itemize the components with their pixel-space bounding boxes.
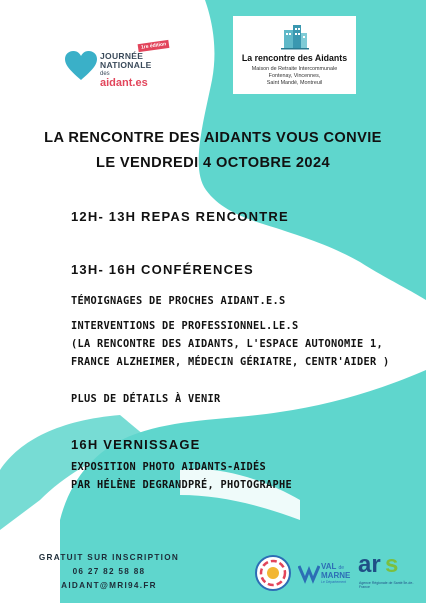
program-details: PLUS DE DÉTAILS À VENIR [71,393,221,405]
program-conferences: 13H- 16H CONFÉRENCES [71,262,254,277]
val-de-marne-icon [298,562,320,584]
ars-s: s [385,551,399,578]
marne-text: MARNE [321,571,351,580]
de-text: de [338,565,345,571]
val-text: VAL [321,562,337,571]
rencontre-logo-line1: Maison de Retraite Intercommunale [251,66,338,72]
program-vernissage: 16H VERNISSAGE [71,437,201,452]
journee-line1: JOURNÉE [100,51,144,61]
program-interventions-line3: FRANCE ALZHEIMER, MÉDECIN GÉRIATRE, CENTR'AIDER ) [71,356,390,368]
journee-line2: NATIONALE [100,60,152,70]
footer-gratuit: GRATUIT SUR INSCRIPTION [38,553,180,562]
journee-nationale-logo [62,40,174,92]
journee-aidantes: aidant.es [100,77,148,89]
ars-logo [358,553,418,593]
partner-round-logo [255,555,291,591]
ars-ar: ar [358,551,381,578]
program-exposition-line2: PAR HÉLÈNE DEGRANDPRÉ, PHOTOGRAPHE [71,479,292,491]
val-de-marne-text [321,563,350,580]
rencontre-logo-title: La rencontre des Aidants [241,53,348,63]
headline-line1: LA RENCONTRE DES AIDANTS VOUS CONVIE [44,130,382,146]
heart-icon [64,50,98,82]
program-interventions-line2: (LA RENCONTRE DES AIDANTS, L'ESPACE AUTONOMIE 1, [71,338,383,350]
program-interventions-line1: INTERVENTIONS DE PROFESSIONNEL.LE.S [71,320,299,332]
rencontre-logo-line2: Fontenay, Vincennes, [268,73,321,79]
rencontre-aidants-logo [233,16,356,94]
footer-phone: 06 27 82 58 88 [72,567,146,576]
val-de-marne-logo [298,560,358,586]
program-temoignages: TÉMOIGNAGES DE PROCHES AIDANT.E.S [71,295,286,307]
rencontre-logo-line3: Saint Mandé, Montreuil [266,80,323,86]
journee-des: des [100,71,110,77]
ars-small-text: Agence Régionale de Santé Île-de-France [359,581,414,589]
headline-line2: LE VENDREDI 4 OCTOBRE 2024 [96,155,330,171]
journee-title [100,52,152,70]
building-icon [281,22,309,50]
footer-email: AIDANT@MRI94.FR [61,581,157,590]
program-exposition-line1: EXPOSITION PHOTO AIDANTS-AIDÉS [71,461,266,473]
program-lunch: 12H- 13H REPAS RENCONTRE [71,209,289,224]
ribbon-badge: 1re édition [138,40,170,52]
val-de-marne-tiny: Le Département [321,580,347,584]
